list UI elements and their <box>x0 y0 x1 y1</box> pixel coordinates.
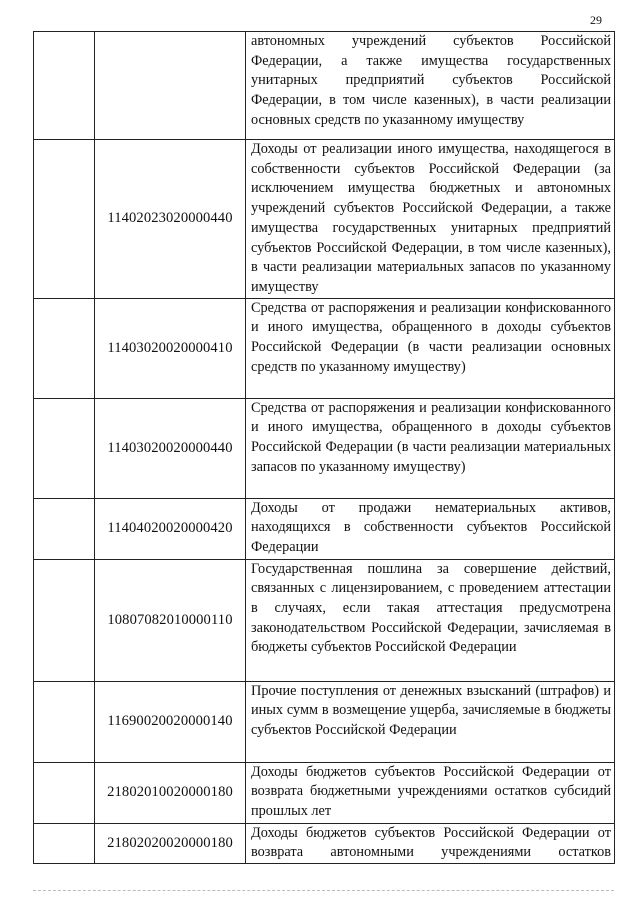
table-row <box>34 498 615 559</box>
table-row <box>34 298 615 398</box>
revenue-codes-table <box>33 31 615 864</box>
revenue-description-cell: Доходы от продажи нематериальных активов, находящихся в собственности субъектов Российской Федерации <box>246 498 615 559</box>
revenue-code-cell <box>95 32 246 140</box>
revenue-description-cell: Доходы от реализации иного имущества, находящегося в собственности субъектов Российской Федерации (за исключением имущества бюджетных и автономных учреждений субъектов Российской Федерации, а также имущества государственных унитарных предприятий субъектов Российской Федерации, в том числе казенных), в части реализации материальных запасов по указанному имуществу <box>246 140 615 299</box>
revenue-description-cell: Прочие поступления от денежных взысканий (штрафов) и иных сумм в возмещение ущерба, зачисляемые в бюджеты субъектов Российской Федерации <box>246 681 615 762</box>
table-row <box>34 140 615 299</box>
table-row <box>34 762 615 823</box>
revenue-description-cell: Доходы бюджетов субъектов Российской Федерации от возврата бюджетными учреждениями остатков субсидий прошлых лет <box>246 762 615 823</box>
blank-cell <box>34 498 95 559</box>
revenue-description-cell: автономных учреждений субъектов Российской Федерации, а также имущества государственных унитарных предприятий субъектов Российской Федерации, в том числе казенных), в части реализации основных средств по указанному имуществу <box>246 32 615 140</box>
blank-cell <box>34 762 95 823</box>
table-row <box>34 32 615 140</box>
revenue-code-cell: 11403020020000440 <box>95 398 246 498</box>
blank-cell <box>34 32 95 140</box>
blank-cell <box>34 559 95 681</box>
revenue-code-cell: 11403020020000410 <box>95 298 246 398</box>
page-bottom-divider <box>33 890 614 891</box>
table-row <box>34 681 615 762</box>
revenue-description-cell: Государственная пошлина за совершение действий, связанных с лицензированием, с проведением аттестации в случаях, если такая аттестация предусмотрена законодательством Российской Федерации, зачисляемая в бюджеты субъектов Российской Федерации <box>246 559 615 681</box>
revenue-description-cell: Средства от распоряжения и реализации конфискованного и иного имущества, обращенного в доходы субъектов Российской Федерации (в части реализации основных средств по указанному имуществу) <box>246 298 615 398</box>
revenue-code-cell: 10807082010000110 <box>95 559 246 681</box>
revenue-code-cell: 11404020020000420 <box>95 498 246 559</box>
blank-cell <box>34 681 95 762</box>
blank-cell <box>34 823 95 863</box>
revenue-code-cell: 21802020020000180 <box>95 823 246 863</box>
table-row <box>34 823 615 863</box>
revenue-description-cell: Доходы бюджетов субъектов Российской Федерации от возврата автономными учреждениями остатков <box>246 823 615 863</box>
revenue-code-cell: 21802010020000180 <box>95 762 246 823</box>
blank-cell <box>34 298 95 398</box>
blank-cell <box>34 140 95 299</box>
page-number: 29 <box>590 13 602 27</box>
blank-cell <box>34 398 95 498</box>
revenue-code-cell: 11690020020000140 <box>95 681 246 762</box>
revenue-description-cell: Средства от распоряжения и реализации конфискованного и иного имущества, обращенного в доходы субъектов Российской Федерации (в части реализации материальных запасов по указанному имуществу) <box>246 398 615 498</box>
table-row <box>34 559 615 681</box>
table-row <box>34 398 615 498</box>
revenue-code-cell: 11402023020000440 <box>95 140 246 299</box>
